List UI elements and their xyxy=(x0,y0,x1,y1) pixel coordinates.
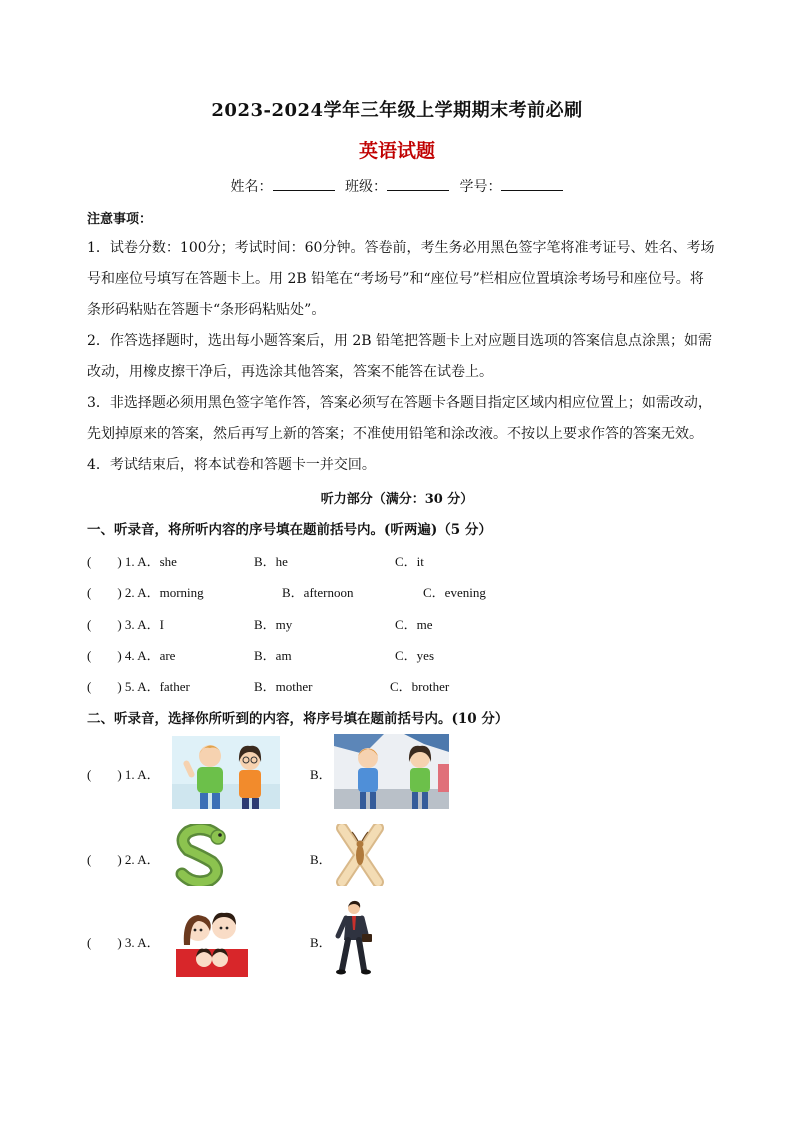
option-b: B．my xyxy=(254,617,293,632)
note-item: 2．作答选择题时，选出每小题答案后，用 2B 铅笔把答题卡上对应题目选项的答案信息点涂黑；如需改动，用橡皮擦干净后，再选涂其他答案，答案不能答在试卷上。 xyxy=(87,333,713,380)
subject-title: 英语试题 xyxy=(358,140,435,162)
listening-heading: 听力部分（满分：30 分） xyxy=(320,492,474,507)
businessman-walking-image xyxy=(334,900,374,975)
question-number: ( ) 5. A．father xyxy=(87,679,190,694)
page-title: 2023-2024学年三年级上学期期末考前必刷 xyxy=(211,100,583,121)
note-item: 4．考试结束后，将本试卷和答题卡一并交回。 xyxy=(87,457,376,473)
option-b: B．am xyxy=(254,648,292,663)
note-item: 3．非选择题必须用黑色签字笔作答，答案必须写在答题卡各题目指定区域内相应位置上；如需改动，先划掉原来的答案，然后再写上新的答案；不准使用铅笔和涂改液。不按以上要求作答的答案无效。 xyxy=(87,395,712,442)
note-item: 1．试卷分数：100分；考试时间：60分钟。答卷前，考生务必用黑色签字笔将准考证号、姓名、考场号和座位号填写在答题卡上。用 2B 铅笔在“考场号”和“座位号”栏相应位置填涂考场号和座位号。将条形码粘贴在答题卡“条形码粘贴处”。 xyxy=(87,240,715,318)
student-info-line xyxy=(0,176,794,196)
id-label: 学号： xyxy=(459,179,502,195)
option-c: C．evening xyxy=(423,585,486,600)
class-label: 班级： xyxy=(345,179,387,195)
notes-heading: 注意事项： xyxy=(87,212,153,227)
letter-x-butterfly-image xyxy=(334,824,386,886)
part1-heading: 一、听录音，将所听内容的序号填在题前括号内。(听两遍)（5 分） xyxy=(87,522,492,538)
id-blank[interactable] xyxy=(501,178,563,191)
question-number: ( ) 1. A． xyxy=(87,767,160,782)
name-blank[interactable] xyxy=(273,178,335,191)
students-waving-image xyxy=(334,734,449,809)
question-number: ( ) 2. A．morning xyxy=(87,585,204,600)
question-number: ( ) 4. A．are xyxy=(87,648,176,663)
family-portrait-image xyxy=(176,905,248,977)
letter-s-snake-image xyxy=(174,824,230,886)
name-label: 姓名： xyxy=(230,179,273,195)
option-c: C．me xyxy=(395,617,433,632)
option-c: C．brother xyxy=(390,679,450,694)
question-number: ( ) 3. A．I xyxy=(87,617,164,632)
class-blank[interactable] xyxy=(387,178,449,191)
option-b: B． xyxy=(310,935,332,950)
option-b: B．mother xyxy=(254,679,313,694)
question-number: ( ) 2. A． xyxy=(87,852,160,867)
question-number: ( ) 1. A．she xyxy=(87,554,177,569)
part2-heading: 二、听录音，选择你所听到的内容，将序号填在题前括号内。(10 分） xyxy=(87,711,509,727)
option-c: C．yes xyxy=(395,648,435,663)
question-number: ( ) 3. A． xyxy=(87,935,160,950)
option-c: C．it xyxy=(395,554,424,569)
option-b: B．he xyxy=(254,554,288,569)
option-b: B． xyxy=(310,767,332,782)
option-b: B． xyxy=(310,852,332,867)
boy-and-girl-waving-image xyxy=(172,736,280,809)
option-b: B．afternoon xyxy=(282,585,354,600)
